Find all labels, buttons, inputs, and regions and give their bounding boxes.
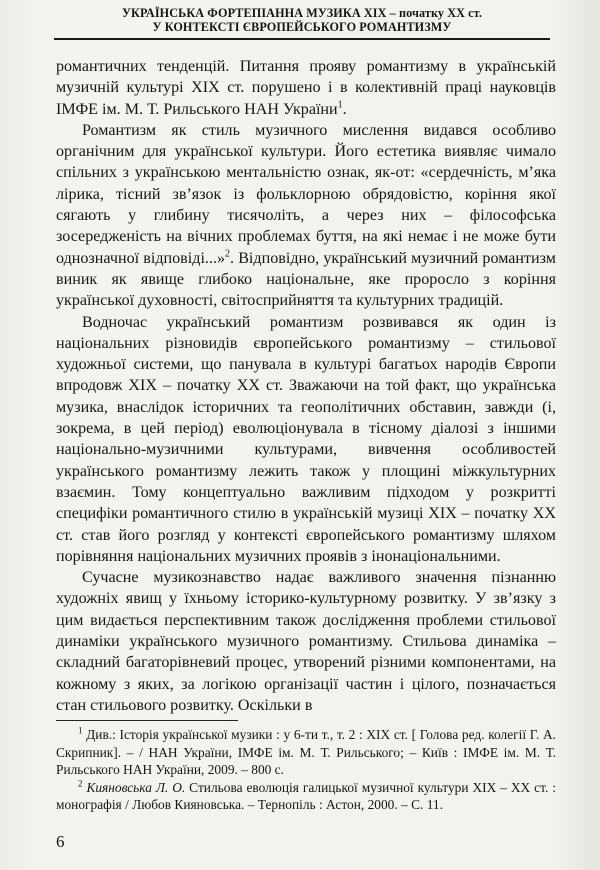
footnote-author: Кияновська Л. О. — [86, 779, 186, 795]
header-divider — [54, 38, 550, 40]
footnote-number-1: 1 — [78, 725, 83, 736]
running-header-line-2: У КОНТЕКСТІ ЄВРОПЕЙСЬКОГО РОМАНТИЗМУ — [152, 20, 452, 34]
footnote-2: $^2$ Кияновська Л. О. Стильова еволюція галицької музичної культури XIX – XX ст. : монографія / Любов Кияновська. – Тернопіль : Астон, 2000. – С. 11. — [56, 778, 556, 813]
footnotes — [56, 726, 556, 814]
main-text — [56, 56, 556, 716]
paragraph-3: Водночас український романтизм розвивався як один із національних різновидів європейського романтизму – стильової художньої системи, що панувала в культурі багатьох народів Європи впродовж XIX – початку XX ст. Зважаючи на той факт, що українська музика, внаслідок історичних та геополітичних обставин, завжди (і, зокрема, в цей період) еволюціонувала в тісному діалозі з іншими національно-музичними культурами, вивчення особливостей українського романтизму лежить також у площині міжкультурних взаємин. Тому концептуально важливим підходом у розкритті специфіки романтичного стилю в українській музиці XIX – початку XX ст. став його розгляд у контексті європейського романтизму шляхом порівняння національних музичних проявів з інонаціональними. — [56, 313, 556, 565]
footnote-ref-2[interactable]: 2 — [225, 248, 231, 260]
footnote-divider — [56, 720, 238, 721]
footnote-number-2: 2 — [78, 778, 83, 789]
page-number: 6 — [56, 832, 65, 851]
footnote-ref-1[interactable]: 1 — [337, 99, 343, 111]
paragraph-4: Сучасне музикознавство надає важливого значення пізнанню художніх явищ у їхньому історико-культурному розвитку. У зв’язку з цим видається перспективним також дослідження проблеми стильової динаміки українського музичного романтизму. Стильова динаміка – складний багаторівневий процес, утворений різними компонентами, на кожному з яких, за логікою організації частин і цілого, позначається стан стильового розвитку. Оскільки в — [56, 569, 556, 714]
running-header — [54, 6, 550, 34]
paragraph-1: романтичних тенденцій. Питання прояву романтизму в українській музичній культурі XIX ст. порушено і в колективній праці науковців ІМФЕ ім. М. Т. Рильського НАН України$^1$. — [56, 58, 556, 118]
paragraph-2: Романтизм як стиль музичного мислення видався особливо органічним для української культури. Його естетика виявляє чимало спільних з українською ментальністю ознак, як-от: «сердечність, м’яка лірика, тісний зв’язок із фольклорною обрядовістю, коріння якої сягають у глибину тисячоліть, а через них – філософська зосередженість на вічних проблемах буття, на які немає і не може бути однозначної відповіді...»$^2$. Відповідно, український музичний романтизм виник як явище глибоко національне, яке проросло з коріння української духовності, світосприйняття та культурних традицій. — [56, 121, 556, 310]
footnote-1: $^1$ Див.: Історія української музики : у 6-ти т., т. 2 : XIX ст. [ Голова ред. колегії Г. А. Скрипник]. – / НАН України, ІМФЕ ім. М. Т. Рильського; – Київ : ІМФЕ ім. М. Т. Рильського НАН України, 2009. – 800 с. — [56, 725, 556, 778]
running-header-line-1: УКРАЇНСЬКА ФОРТЕПІАННА МУЗИКА XIX – початку XX ст. — [121, 6, 483, 20]
